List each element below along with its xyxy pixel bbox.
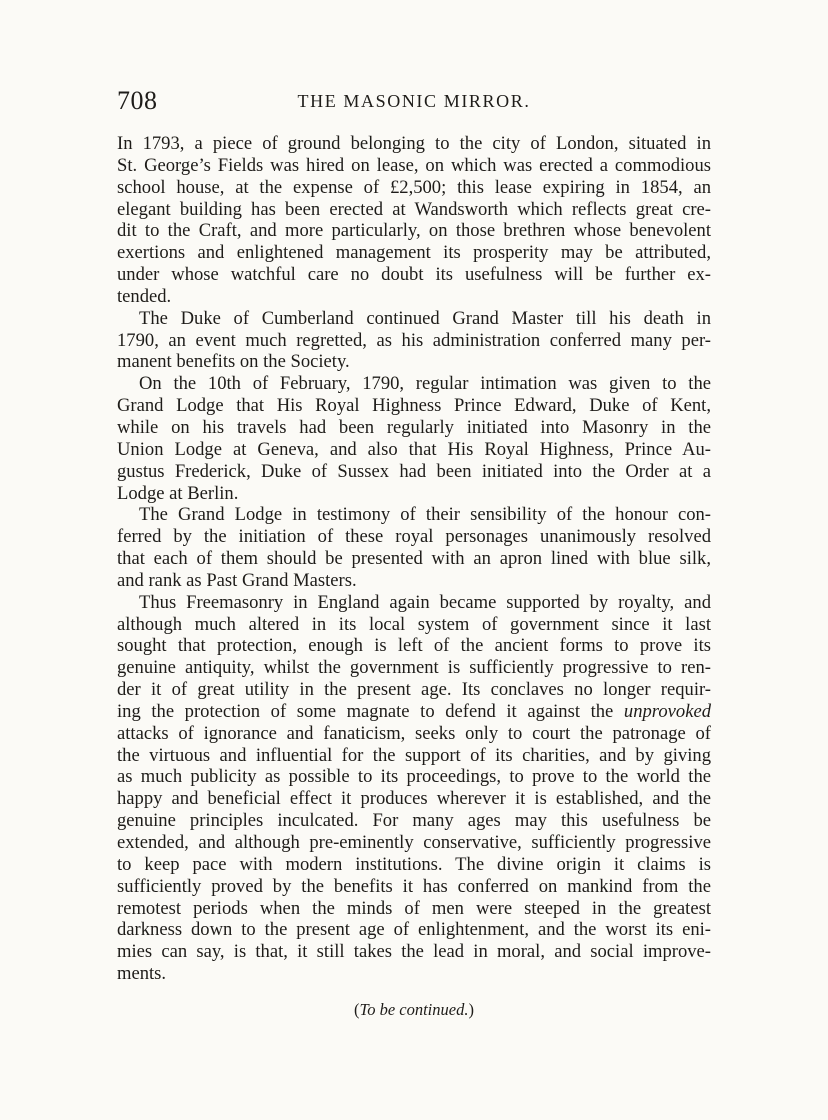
text-line-content: happy and beneficial effect it produces wherever it is established, and the	[117, 788, 711, 810]
text-line	[117, 876, 711, 898]
text-line	[117, 395, 711, 417]
text-line-content: genuine antiquity, whilst the government is sufficiently progressive to ren-	[117, 657, 711, 679]
text-line-content: 1790, an event much regretted, as his administration conferred many per-	[117, 329, 711, 351]
text-line-content: sought that protection, enough is left of the ancient forms to prove its	[117, 635, 711, 657]
text-line	[117, 286, 711, 308]
text-line	[117, 220, 711, 242]
text-line	[117, 766, 711, 788]
text-line	[117, 439, 711, 461]
text-line-content: Thus Freemasonry in England again became supported by royalty, and	[139, 591, 711, 613]
text-line-content: genuine principles inculcated. For many ages may this usefulness be	[117, 810, 711, 832]
text-line-content: exertions and enlightened management its prosperity may be attributed,	[117, 242, 711, 264]
text-line	[117, 483, 711, 505]
text-line	[117, 308, 711, 330]
text-line-content: mies can say, is that, it still takes the lead in moral, and social improve-	[117, 941, 711, 963]
continuation-note	[0, 1000, 828, 1020]
text-line	[117, 941, 711, 963]
text-line	[117, 635, 711, 657]
text-line-content: manent benefits on the Society.	[117, 351, 350, 373]
text-line-content: the virtuous and influential for the support of its charities, and by giving	[117, 744, 711, 766]
text-line-content: remotest periods when the minds of men were steeped in the greatest	[117, 897, 711, 919]
text-line-content: ments.	[117, 963, 167, 985]
text-line	[117, 701, 711, 723]
text-line	[117, 548, 711, 570]
text-line-content: while on his travels had been regularly initiated into Masonry in the	[117, 416, 711, 438]
text-line	[117, 898, 711, 920]
continuation-open-paren: (	[354, 1000, 360, 1019]
text-line-content: Grand Lodge that His Royal Highness Prince Edward, Duke of Kent,	[117, 395, 711, 417]
text-line	[117, 679, 711, 701]
text-line	[117, 570, 711, 592]
text-line-content: school house, at the expense of £2,500; this lease expiring in 1854, an	[117, 176, 711, 198]
text-line-content: St. George’s Fields was hired on lease, on which was erected a commodious	[117, 154, 711, 176]
text-line-content: darkness down to the present age of enlightenment, and the worst its eni-	[117, 919, 711, 941]
text-line	[117, 614, 711, 636]
text-line	[117, 264, 711, 286]
text-line-content: Lodge at Berlin.	[117, 482, 239, 504]
text-line-content: that each of them should be presented with an apron lined with blue silk,	[117, 548, 711, 570]
text-line	[117, 351, 711, 373]
text-line-content: ferred by the initiation of these royal personages unanimously resolved	[117, 526, 711, 548]
text-line-content: extended, and although pre-eminently conservative, sufficiently progressive	[117, 832, 711, 853]
article-body	[117, 133, 711, 985]
continuation-text: To be continued.	[359, 1000, 469, 1019]
text-line-content: attacks of ignorance and fanaticism, seeks only to court the patronage of	[117, 722, 711, 744]
text-line	[117, 810, 711, 832]
text-line	[117, 155, 711, 177]
text-line-content: sufficiently proved by the benefits it has conferred on mankind from the	[117, 875, 711, 897]
text-line	[117, 199, 711, 221]
text-line	[117, 854, 711, 876]
text-line-content: The Duke of Cumberland continued Grand Master till his death in	[139, 307, 711, 329]
text-line-content: gustus Frederick, Duke of Sussex had been initiated into the Order at a	[117, 460, 711, 482]
text-line	[117, 832, 711, 854]
text-line-content: der it of great utility in the present age. Its conclaves no longer requir-	[117, 679, 711, 701]
page-header	[117, 86, 711, 116]
text-line	[117, 657, 711, 679]
text-line-content: tended.	[117, 285, 172, 307]
text-line-content: On the 10th of February, 1790, regular intimation was given to the	[139, 373, 711, 395]
text-line	[117, 133, 711, 155]
text-line-content: and rank as Past Grand Masters.	[117, 569, 357, 591]
text-line	[117, 745, 711, 767]
text-line	[117, 788, 711, 810]
text-line	[117, 504, 711, 526]
text-line-content: In 1793, a piece of ground belonging to the city of London, situated in	[117, 133, 711, 154]
text-line	[117, 963, 711, 985]
text-line	[117, 592, 711, 614]
continuation-close-paren: )	[468, 1000, 474, 1019]
text-line-content: as much publicity as possible to its proceedings, to prove to the world the	[117, 766, 711, 788]
text-line-content: elegant building has been erected at Wandsworth which reflects great cre-	[117, 198, 711, 220]
text-line-content: although much altered in its local system of government since it last	[117, 613, 711, 635]
text-line-content: to keep pace with modern institutions. The divine origin it claims is	[117, 853, 711, 875]
text-line-content: dit to the Craft, and more particularly, on those brethren whose benevolent	[117, 220, 711, 242]
text-line-content: Union Lodge at Geneva, and also that His Royal Highness, Prince Au-	[117, 438, 711, 460]
text-line	[117, 373, 711, 395]
text-line-content: ing the protection of some magnate to defend it against the	[117, 700, 624, 722]
text-line	[117, 330, 711, 352]
text-line	[117, 177, 711, 199]
text-line-content: under whose watchful care no doubt its usefulness will be further ex-	[117, 264, 711, 286]
text-line	[117, 417, 711, 439]
text-line	[117, 461, 711, 483]
text-line	[117, 919, 711, 941]
page-number: 708	[117, 86, 158, 115]
text-line	[117, 526, 711, 548]
italic-word: unprovoked	[623, 700, 711, 722]
text-line	[117, 723, 711, 745]
text-line-content: The Grand Lodge in testimony of their sensibility of the honour con-	[139, 504, 711, 526]
text-line	[117, 242, 711, 264]
running-title: THE MASONIC MIRROR.	[297, 91, 531, 111]
